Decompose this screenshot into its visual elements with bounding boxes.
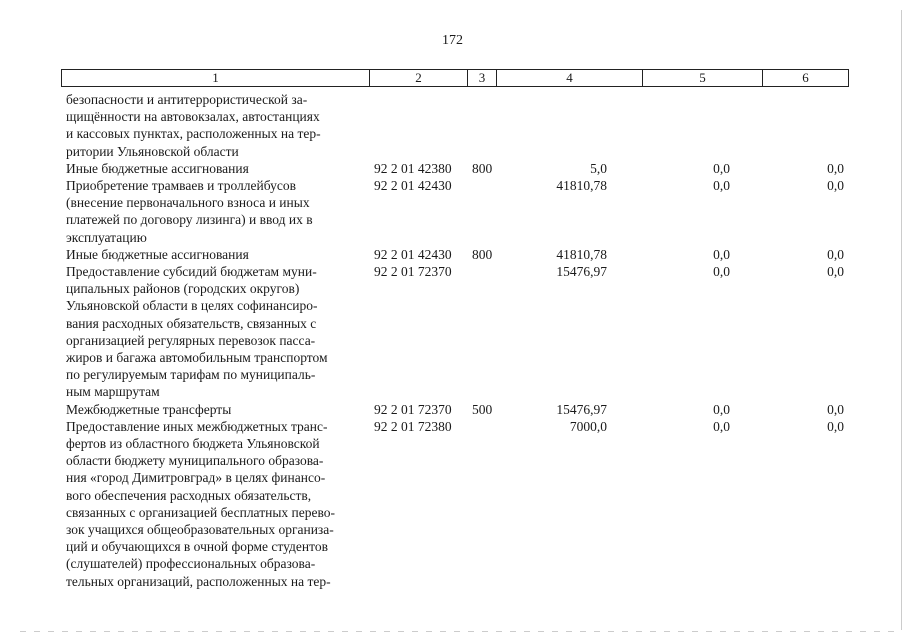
row-amount-col5: 0,0 bbox=[713, 401, 730, 417]
description-line: ния «город Димитровград» в целях финансо- bbox=[66, 470, 326, 486]
row-amount-col4: 7000,0 bbox=[569, 418, 607, 434]
description-line: организацией регулярных перевозок пасса- bbox=[66, 332, 316, 348]
row-code: 92 2 01 72370 bbox=[374, 401, 452, 417]
description-line: Иные бюджетные ассигнования bbox=[66, 160, 249, 176]
row-description bbox=[66, 91, 362, 160]
description-line: Приобретение трамваев и троллейбусов bbox=[66, 178, 296, 194]
row-amount-col6: 0,0 bbox=[827, 160, 844, 176]
row-expense-type: 800 bbox=[472, 160, 493, 176]
description-line: Межбюджетные трансферты bbox=[66, 401, 232, 417]
row-amount-col5: 0,0 bbox=[713, 246, 730, 262]
description-line: (внесение первоначального взноса и иных bbox=[66, 195, 310, 211]
row-amount-col6: 0,0 bbox=[827, 264, 844, 280]
header-col-1: 1 bbox=[62, 70, 370, 86]
row-amount-col4: 41810,78 bbox=[556, 246, 607, 262]
description-line: Иные бюджетные ассигнования bbox=[66, 246, 249, 262]
table-row bbox=[0, 401, 905, 418]
description-line: платежей по договору лизинга) и ввод их в bbox=[66, 212, 313, 228]
header-col-4: 4 bbox=[497, 70, 643, 86]
description-line: области бюджету муниципального образова- bbox=[66, 453, 324, 469]
row-amount-col6: 0,0 bbox=[827, 246, 844, 262]
row-code: 92 2 01 42430 bbox=[374, 178, 452, 194]
description-line: щищённости на автовокзалах, автостанциях bbox=[66, 109, 320, 125]
description-line: безопасности и антитеррористической за- bbox=[66, 92, 308, 107]
header-col-3: 3 bbox=[468, 70, 497, 86]
row-amount-col5: 0,0 bbox=[713, 160, 730, 176]
description-line: ципальных районов (городских округов) bbox=[66, 281, 300, 297]
table-row bbox=[0, 177, 905, 246]
description-line: (слушателей) профессиональных образова- bbox=[66, 556, 316, 572]
table-body bbox=[0, 91, 905, 590]
header-col-2: 2 bbox=[370, 70, 468, 86]
row-amount-col5: 0,0 bbox=[713, 418, 730, 434]
description-line: вания расходных обязательств, связанных с bbox=[66, 315, 317, 331]
row-amount-col4: 15476,97 bbox=[556, 264, 607, 280]
scan-right-edge bbox=[901, 10, 902, 630]
row-amount-col6: 0,0 bbox=[827, 178, 844, 194]
row-amount-col4: 15476,97 bbox=[556, 401, 607, 417]
description-line: ритории Ульяновской области bbox=[66, 143, 239, 159]
description-line: эксплуатацию bbox=[66, 229, 147, 245]
description-line: вого обеспечения расходных обязательств, bbox=[66, 487, 312, 503]
description-line: зок учащихся общеобразовательных организа- bbox=[66, 522, 334, 538]
row-amount-col5: 0,0 bbox=[713, 264, 730, 280]
row-expense-type: 800 bbox=[472, 246, 493, 262]
row-amount-col5: 0,0 bbox=[713, 178, 730, 194]
description-line: ным маршрутам bbox=[66, 384, 160, 400]
row-amount-col4: 41810,78 bbox=[556, 178, 607, 194]
row-expense-type: 500 bbox=[472, 401, 493, 417]
row-amount-col4: 5,0 bbox=[590, 160, 607, 176]
scan-edge bbox=[20, 631, 895, 632]
description-line: Предоставление иных межбюджетных транс- bbox=[66, 418, 328, 434]
row-description bbox=[66, 177, 362, 246]
description-line: связанных с организацией бесплатных перево- bbox=[66, 504, 335, 520]
row-code: 92 2 01 42430 bbox=[374, 246, 452, 262]
description-line: фертов из областного бюджета Ульяновской bbox=[66, 436, 320, 452]
table-row bbox=[0, 263, 905, 401]
page-number: 172 bbox=[442, 33, 463, 48]
row-amount-col6: 0,0 bbox=[827, 401, 844, 417]
description-line: ций и обучающихся в очной форме студентов bbox=[66, 539, 328, 555]
table-row bbox=[0, 418, 905, 590]
description-line: Ульяновской области в целях софинансиро- bbox=[66, 298, 318, 314]
row-description bbox=[66, 401, 362, 418]
description-line: жиров и багажа автомобильным транспортом bbox=[66, 350, 328, 366]
table-header bbox=[61, 69, 849, 87]
description-line: тельных организаций, расположенных на тер- bbox=[66, 573, 331, 589]
row-description bbox=[66, 160, 362, 177]
row-description bbox=[66, 246, 362, 263]
row-code: 92 2 01 42380 bbox=[374, 160, 452, 176]
table-row bbox=[0, 246, 905, 263]
row-description bbox=[66, 418, 362, 590]
table-row bbox=[0, 91, 905, 160]
row-description bbox=[66, 263, 362, 401]
row-code: 92 2 01 72380 bbox=[374, 418, 452, 434]
description-line: Предоставление субсидий бюджетам муни- bbox=[66, 264, 317, 280]
description-line: и кассовых пунктах, расположенных на тер- bbox=[66, 126, 321, 142]
table-row bbox=[0, 160, 905, 177]
row-code: 92 2 01 72370 bbox=[374, 264, 452, 280]
row-amount-col6: 0,0 bbox=[827, 418, 844, 434]
header-col-5: 5 bbox=[643, 70, 763, 86]
description-line: по регулируемым тарифам по муниципаль- bbox=[66, 367, 316, 383]
header-col-6: 6 bbox=[802, 70, 809, 85]
